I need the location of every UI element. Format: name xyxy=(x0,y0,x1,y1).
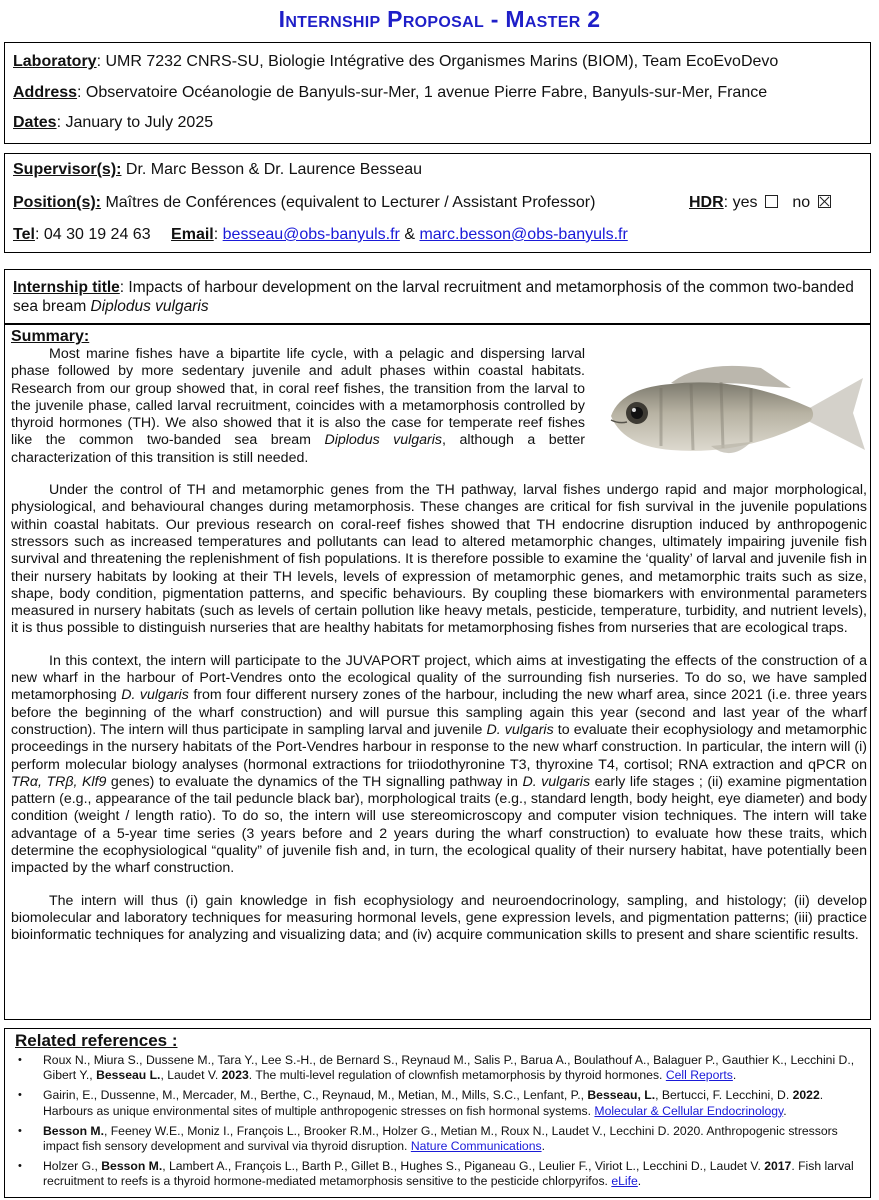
internship-title-text: : Impacts of harbour development on the larval recruitment and metamorphosis of the common two-banded sea bream xyxy=(13,279,854,315)
p1-text-a: Most marine fishes have a bipartite life cycle, with a pelagic and dispersing larval phase followed by more sedentary juvenile and adult phases within coastal habitats. Research from our group showed that, in coral reef fishes, the transition from the larval to the juvenile phase, called larval recruitment, coincides with a metamorphosis controlled by thyroid hormones (TH). We also showed that it is also the case for temperate reef fishes like the common two-banded sea bream xyxy=(11,346,585,449)
page-title: Internship Proposal - Master 2 xyxy=(278,6,601,32)
email-separator: : xyxy=(213,226,219,243)
summary-section xyxy=(11,328,867,945)
p3-text-b: from four different nursery zones of the harbour, including the new wharf area, since 2021 (i.e. three years before the beginning of the wharf construction) and will pursue this sampling again this year (second and last year of the wharf construction). The intern will thus participate in sampling larval and juvenile xyxy=(11,687,867,738)
p3-text-e: early life stages ; (ii) examine pigmentation pattern (e.g., appearance of the tail peduncle black bar), morphological traits (e.g., standard length, body height, eye diameter) and body condition (weight / length ratio). To do so, the intern will use stereomicroscopy and computer vision techniques. The intern will take advantage of a 5-year time series (3 years before and 2 years during the wharf construction) to evaluate how these traits, which determine the ecophysiological “quality” of juvenile fish and, in turn, the ecological quality of their nursery habitat, have potentially been impacted by the wharf construction. xyxy=(11,773,867,877)
tel-label: Tel xyxy=(13,226,35,243)
hdr-no-checkbox[interactable] xyxy=(818,195,831,208)
ref-text: , Feeney W.E., Moniz I., François L., Brooker R.M., Holzer G., Metian M., Roux N., Laudet V., Lecchini D. 2020. Anthropogenic stressors impact fish sensory development and survival via thyroid disruption. xyxy=(43,1123,838,1154)
fish-photo-icon xyxy=(601,358,869,468)
hdr-label: HDR xyxy=(689,194,724,211)
ref-link-cell-reports[interactable]: Cell Reports xyxy=(665,1068,733,1083)
hdr-line xyxy=(689,194,831,212)
ref-author-bold: Besson M. xyxy=(101,1159,163,1174)
internship-title-label: Internship title xyxy=(13,279,120,296)
ref-text: , Lambert A., François L., Barth P., Gillet B., Hughes S., Piganeau G., Leulier F., Viriot L., Lecchini D., Laudet V. xyxy=(162,1159,765,1174)
positions-value: Maîtres de Conférences (equivalent to Lecturer / Assistant Professor) xyxy=(101,194,596,211)
ref-text: Holzer G., xyxy=(43,1159,102,1174)
hdr-yes-label: : yes xyxy=(723,194,758,211)
email-link-besseau[interactable]: besseau@obs-banyuls.fr xyxy=(222,226,400,243)
ref-text: . xyxy=(732,1068,737,1083)
hdr-no-label: no xyxy=(792,194,811,211)
address-label: Address xyxy=(13,84,78,101)
summary-paragraph-1 xyxy=(11,346,585,467)
email-ampersand: & xyxy=(404,226,415,243)
email-label: Email xyxy=(171,226,214,243)
positions-line xyxy=(13,194,595,212)
list-item xyxy=(11,1159,867,1189)
ref-text: . xyxy=(541,1139,545,1154)
ref-author-bold: Besseau L. xyxy=(96,1068,161,1083)
p1-species: Diplodus vulgaris xyxy=(324,432,443,449)
ref-year: 2022 xyxy=(792,1088,820,1103)
supervisors-value: Dr. Marc Besson & Dr. Laurence Besseau xyxy=(121,161,423,178)
list-item xyxy=(11,1053,867,1083)
laboratory-line xyxy=(13,53,778,71)
p3-text-d: genes) to evaluate the dynamics of the TH signalling pathway in xyxy=(106,773,523,790)
dates-line xyxy=(13,114,213,132)
address-line xyxy=(13,84,767,102)
dates-value: : January to July 2025 xyxy=(56,114,214,131)
address-value: : Observatoire Océanologie de Banyuls-sur-Mer, 1 avenue Pierre Fabre, Banyuls-sur-Mer, France xyxy=(77,84,768,101)
ref-text: Roux N., Miura S., Dussene M., Tara Y., Lee S.-H., de Bernard S., Reynaud M., Salis P., Barua A., Boulathouf A., Balaguer P., Gauthier K., Lecchini D., Gibert Y., xyxy=(43,1053,855,1083)
list-item xyxy=(11,1088,867,1118)
positions-label: Position(s): xyxy=(13,194,101,211)
ref-text: . The multi-level regulation of clownfish metamorphosis by thyroid hormones. xyxy=(248,1068,666,1083)
summary-label: Summary: xyxy=(11,328,90,345)
ref-text: . Fish larval recruitment to reefs is a thyroid hormone-mediated metamorphosis sensitive to the pesticide chlorpyrifos. xyxy=(43,1159,854,1189)
ref-year: 2017 xyxy=(764,1159,792,1174)
references-list xyxy=(11,1053,867,1195)
divider xyxy=(5,323,870,325)
p3-text-c: to evaluate their ecophysiology and metamorphic proceedings in the nursery habitats of the Port-Vendres harbour in response to the new wharf construction. In particular, the intern will (i) perform molecular biology analyses (hormonal extractions for triiodothyronine T3, thyroxine T4, cortisol; RNA extraction and qPCR on xyxy=(11,721,867,773)
ref-text: . xyxy=(783,1103,787,1118)
p3-species-1: D. vulgaris xyxy=(121,687,189,704)
supervisor-box xyxy=(4,153,871,253)
tel-value: : 04 30 19 24 63 xyxy=(34,226,151,243)
p3-genes: TRα, TRβ, Klf9 xyxy=(11,773,107,790)
internship-title xyxy=(13,278,865,316)
ref-link-mce[interactable]: Molecular & Cellular Endocrinology xyxy=(594,1103,784,1118)
references-label: Related references : xyxy=(15,1031,178,1050)
summary-paragraph-3 xyxy=(11,653,867,878)
supervisors-label: Supervisor(s): xyxy=(13,161,122,178)
ref-link-nature-comms[interactable]: Nature Communications xyxy=(410,1139,542,1154)
summary-paragraph-2: Under the control of TH and metamorphic genes from the TH pathway, larval fishes undergo rapid and major morphological, physiological, and behavioural changes during metamorphosis. These changes are critical for fish survival in the juvenile populations within coastal habitats. Our previous research on coral-reef fishes showed that TH endocrine disruption induced by anthropogenic stressors such as increased temperatures and pollutants can lead to altered metamorphic changes, ultimately impairing juvenile fish survival and threatening the replenishment of fish populations. It is therefore possible to examine the ‘quality’ of larval and juvenile fish in their nursery habitats by looking at their TH levels, levels of expression of metamorphic genes, and metamorphic traits such as size, shape, body condition, pigmentation patterns, and specific behaviours. By coupling these biomarkers with environmental parameters measured in nursery habitats (such as levels of certain pollution like heavy metals, pesticide, temperature, turbidity, and nutrient levels), it is thus possible to distinguish nurseries that are healthy habitats for metamorphosing fishes from nurseries that are ecological traps. xyxy=(11,482,867,637)
ref-year: 2023 xyxy=(221,1068,249,1083)
summary-paragraph-4: The intern will thus (i) gain knowledge in fish ecophysiology and neuroendocrinology, sampling, and histology; (ii) develop biomolecular and laboratory techniques for measuring hormonal levels, gene expression levels, and pigmentation patterns; (iii) practice bioinformatic techniques for analyzing and visualizing data; and (iv) acquire communication skills to present and share scientific results. xyxy=(11,892,867,944)
ref-text: Gairin, E., Dussenne, M., Mercader, M., Berthe, C., Reynaud, M., Metian, M., Mills, S.C., Lenfant, P., xyxy=(43,1088,588,1103)
p3-text-a: In this context, the intern will participate to the JUVAPORT project, which aims at investigating the effects of the construction of a new wharf in the harbour of Port-Vendres onto the ecological quality of the surrounding fish nurseries. To do so, we have sampled metamorphosing xyxy=(11,652,867,704)
list-item xyxy=(11,1124,867,1154)
ref-text: , Bertucci, F. Lecchini, D. xyxy=(655,1088,793,1103)
ref-link-elife[interactable]: eLife xyxy=(611,1174,638,1189)
ref-text: , Laudet V. xyxy=(160,1068,222,1083)
internship-title-species: Diplodus vulgaris xyxy=(90,298,209,315)
laboratory-label: Laboratory xyxy=(13,53,97,70)
laboratory-value: : UMR 7232 CNRS-SU, Biologie Intégrative des Organismes Marins (BIOM), Team EcoEvoDevo xyxy=(96,53,779,70)
contact-line xyxy=(13,226,628,244)
supervisors-line xyxy=(13,161,422,179)
internship-box xyxy=(4,269,871,1020)
email-link-besson[interactable]: marc.besson@obs-banyuls.fr xyxy=(419,226,628,243)
ref-text: . Harbours as unique environmental sites of multiple anthropogenic stresses on fish hormonal systems. xyxy=(43,1088,824,1118)
references-box xyxy=(4,1028,871,1198)
p3-species-3: D. vulgaris xyxy=(522,773,591,790)
laboratory-box xyxy=(4,42,871,144)
hdr-yes-checkbox[interactable] xyxy=(765,195,778,208)
ref-author-bold: Besseau, L. xyxy=(587,1088,656,1103)
p3-species-2: D. vulgaris xyxy=(486,721,554,738)
ref-text: . xyxy=(637,1174,642,1189)
ref-author-bold: Besson M. xyxy=(43,1123,104,1138)
p1-text-b: , although a better characterization of this transition is still needed. xyxy=(11,432,585,466)
dates-label: Dates xyxy=(13,114,57,131)
